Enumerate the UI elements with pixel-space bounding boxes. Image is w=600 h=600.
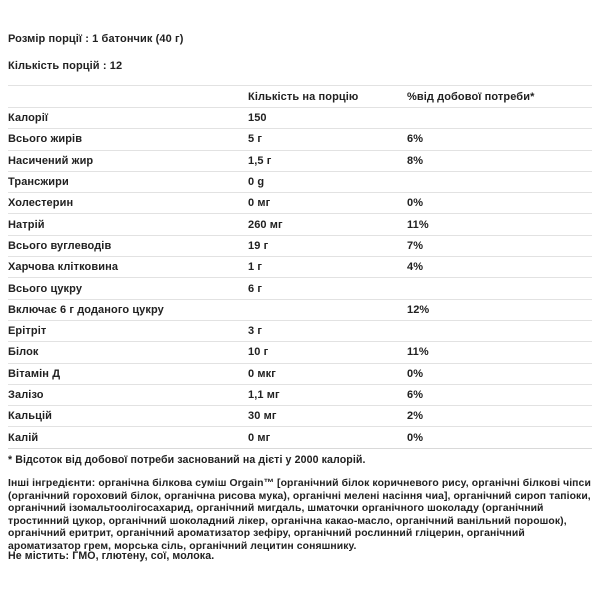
nutrient-daily-value: 4% (407, 261, 424, 274)
nutrient-amount: 6 г (248, 282, 263, 295)
nutrient-daily-value: 0% (407, 367, 424, 380)
nutrient-name: Всього цукру (8, 282, 83, 295)
nutrition-table-header (8, 86, 592, 108)
nutrient-name: Харчова клітковина (8, 261, 119, 274)
nutrient-amount: 30 мг (248, 410, 277, 423)
nutrient-daily-value: 0% (407, 197, 424, 210)
nutrient-name: Холестерин (8, 197, 74, 210)
table-row (8, 300, 592, 321)
nutrient-name: Залізо (8, 389, 44, 401)
nutrient-amount: 10 г (248, 346, 269, 359)
nutrient-name: Всього жирів (8, 133, 83, 146)
table-row (8, 427, 592, 448)
nutrient-name: Калорії (8, 112, 49, 125)
servings-count-text: Кількість порцій : 12 (8, 60, 123, 72)
table-row (8, 129, 592, 150)
nutrient-name: Натрій (8, 218, 45, 231)
table-row (8, 278, 592, 299)
nutrient-amount: 260 мг (248, 218, 283, 231)
nutrient-name: Ерітріт (8, 325, 47, 338)
nutrient-name: Калій (8, 431, 39, 444)
table-row (8, 342, 592, 363)
column-header-amount: Кількість на порцію (248, 90, 359, 103)
table-row (8, 193, 592, 214)
table-row (8, 406, 592, 427)
nutrient-daily-value: 12% (407, 303, 430, 316)
serving-size-text: Розмір порції : 1 батончик (40 г) (8, 33, 184, 45)
table-row (8, 108, 592, 129)
nutrient-name: Білок (8, 346, 39, 359)
table-row (8, 214, 592, 235)
nutrient-name: Трансжири (8, 176, 69, 189)
nutrient-name: Всього вуглеводів (8, 239, 112, 252)
nutrient-name: Включає 6 г доданого цукру (8, 303, 164, 316)
table-row (8, 236, 592, 257)
nutrient-daily-value: 0% (407, 431, 424, 444)
nutrition-table-body (8, 108, 592, 449)
nutrient-amount: 5 г (248, 133, 263, 146)
nutrient-name: Насичений жир (8, 154, 94, 167)
table-row (8, 321, 592, 342)
nutrient-daily-value: 6% (407, 389, 424, 401)
nutrient-amount: 1 г (248, 261, 263, 274)
daily-value-footnote: * Відсоток від добової потреби заснований на дієті у 2000 калорій. (8, 454, 366, 466)
other-ingredients-text: Інші інгредієнти: органічна білкова суміш Orgain™ [органічний білок коричневого рису, органічні білкові чіпси (органічний гороховий білок, органічна рисова мука), органічні мелені насіння чиа], органічний сироп тапіоки, органічний ізомальтоолігосахарид, органічний мигдаль, шматочки органічного шоколаду (органічний тростинний цукор, органічний шоколадний лікер, органічна какао-масло, органічний ванільний порошок), органічний еритрит, органічний ароматизатор зефіру, органічний рослинний гліцерин, органічний ароматизатор грем, морська сіль, органічний лецитин соняшнику. (8, 478, 591, 552)
column-header-daily-value: %від добової потреби* (407, 90, 535, 103)
table-row (8, 257, 592, 278)
nutrition-table (8, 85, 592, 449)
nutrient-name: Вітамін Д (8, 367, 61, 380)
nutrient-amount: 0 мг (248, 197, 271, 210)
nutrient-amount: 1,5 г (248, 154, 272, 167)
nutrient-daily-value: 6% (407, 133, 424, 146)
nutrient-name: Кальцій (8, 410, 52, 423)
nutrient-amount: 0 g (248, 176, 265, 189)
nutrient-daily-value: 8% (407, 154, 424, 167)
table-row (8, 364, 592, 385)
nutrient-amount: 0 мкг (248, 367, 276, 380)
allergen-free-text: Не містить: ГМО, глютену, сої, молока. (8, 550, 215, 562)
table-row (8, 172, 592, 193)
table-row (8, 151, 592, 172)
serving-info-block (8, 33, 592, 73)
nutrient-amount: 1,1 мг (248, 389, 280, 401)
nutrient-daily-value: 2% (407, 410, 424, 423)
table-row (8, 385, 592, 406)
nutrient-daily-value: 11% (407, 218, 429, 231)
nutrient-daily-value: 7% (407, 239, 424, 252)
nutrient-amount: 19 г (248, 239, 269, 252)
nutrient-daily-value: 11% (407, 346, 429, 359)
nutrient-amount: 150 (248, 112, 267, 125)
nutrient-amount: 3 г (248, 325, 263, 338)
nutrient-amount: 0 мг (248, 431, 271, 444)
